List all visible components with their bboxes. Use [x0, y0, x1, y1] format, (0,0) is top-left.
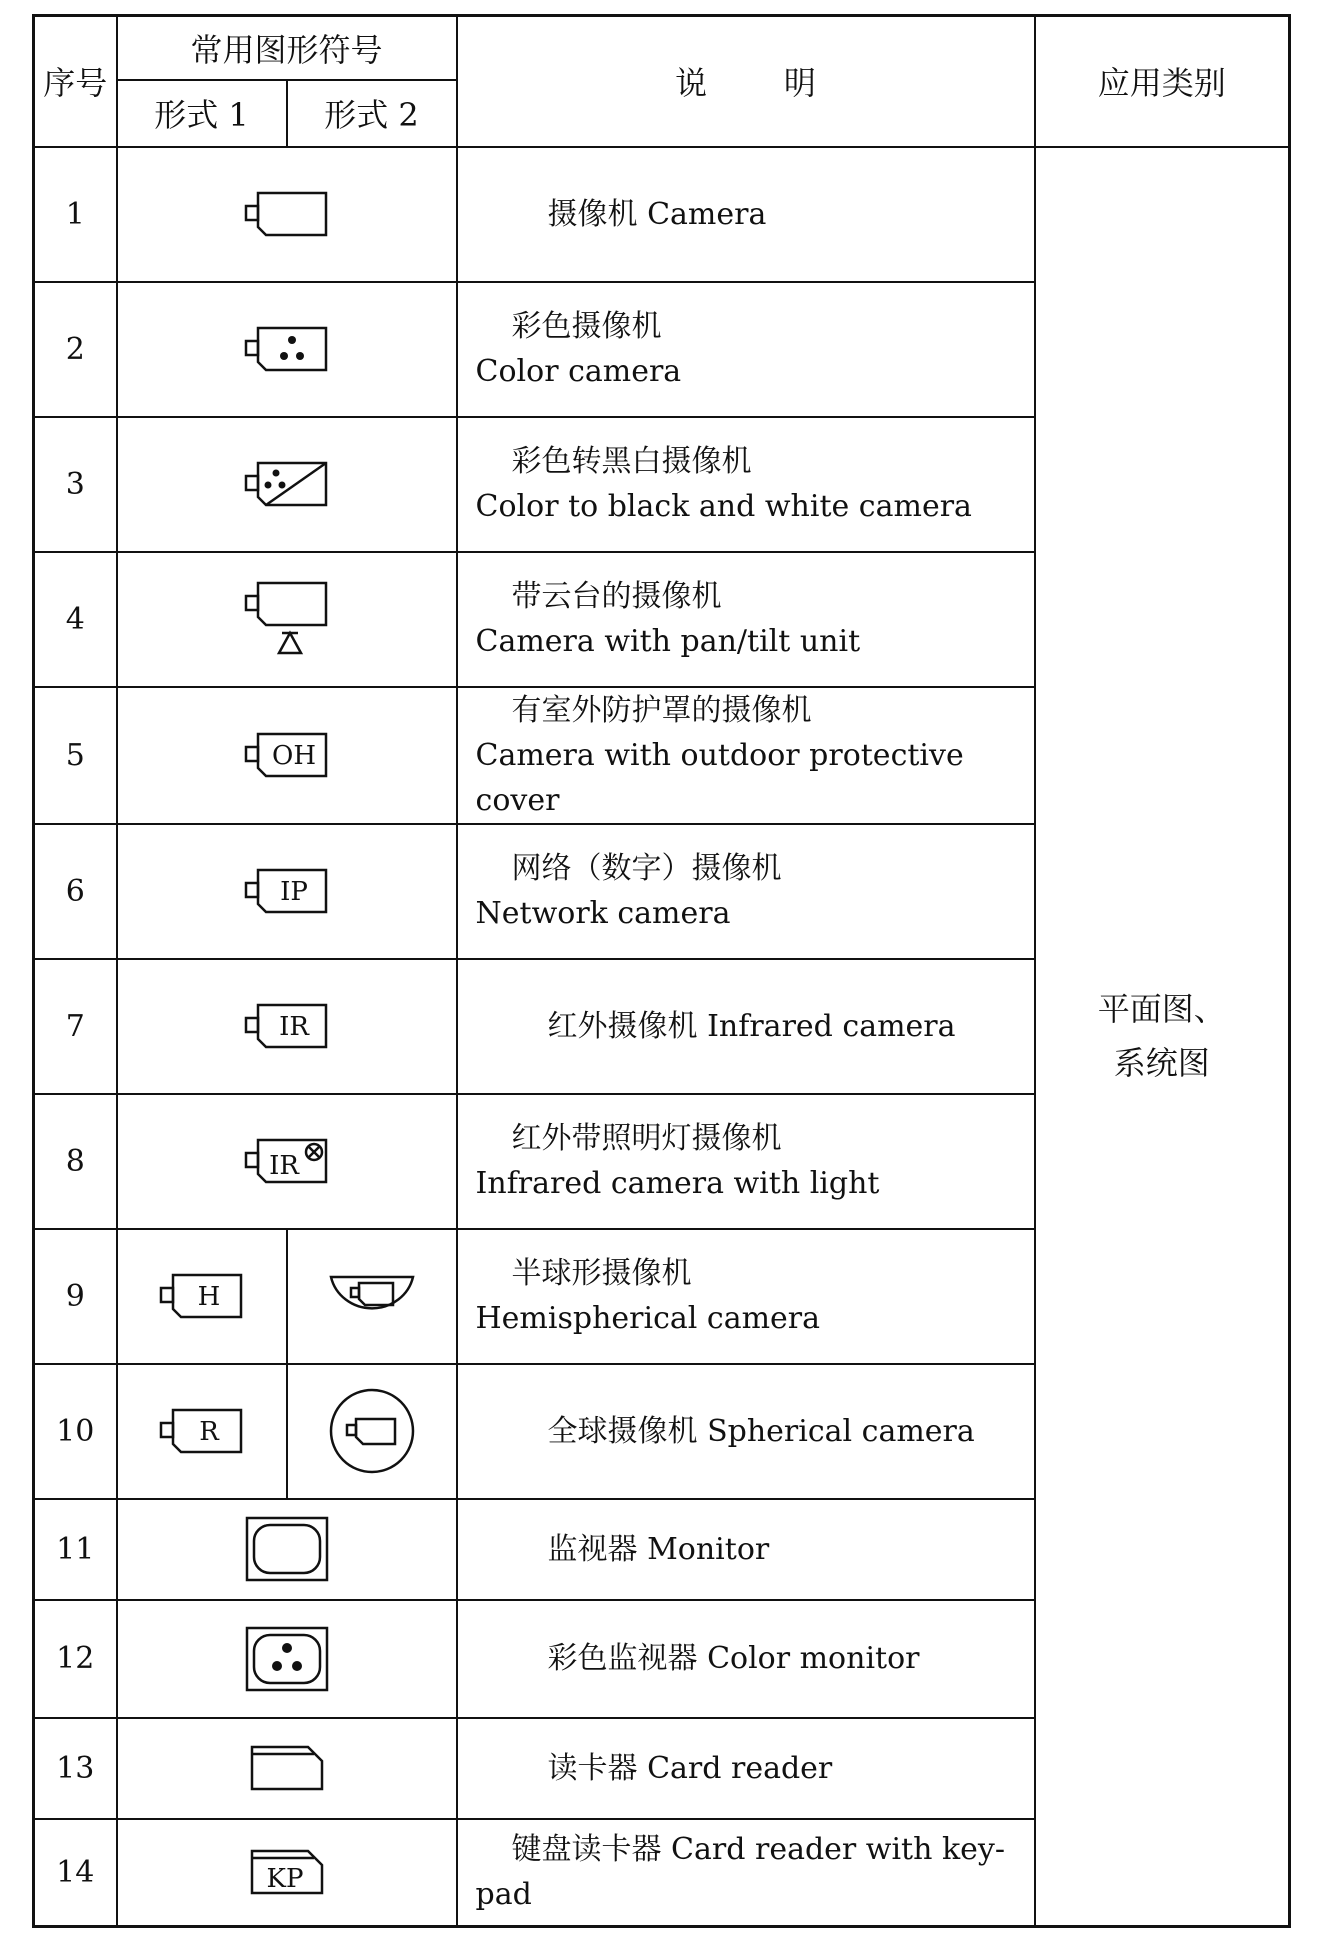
header-description-text: 说明	[675, 64, 893, 103]
symbol-cell	[117, 552, 457, 687]
color-monitor-symbol-icon	[245, 1626, 329, 1692]
description-en: Camera with outdoor protective cover	[475, 737, 964, 818]
description-cn: 半球形摄像机	[511, 1256, 692, 1291]
infrared-camera-symbol-icon	[242, 1001, 332, 1051]
symbol-cell	[117, 282, 457, 417]
description-cn: 监视器	[547, 1531, 638, 1567]
description-en: Spherical camera	[707, 1413, 975, 1449]
header-category: 应用类别	[1035, 16, 1290, 147]
pan-tilt-camera-symbol-icon	[242, 579, 332, 659]
color-to-bw-camera-symbol-icon	[242, 459, 332, 509]
row-number: 5	[34, 687, 117, 824]
header-form2: 形式 2	[287, 80, 457, 147]
description-en: Monitor	[647, 1531, 770, 1567]
row-number: 14	[34, 1819, 117, 1927]
description	[457, 824, 1035, 959]
description-cn: 摄像机	[547, 196, 638, 232]
symbol-form2-cell	[287, 1229, 457, 1364]
description-en: Color monitor	[707, 1641, 920, 1676]
symbol-label: KP	[266, 1864, 303, 1895]
description-en: Network camera	[475, 896, 731, 931]
description-cn: 键盘读卡器 Card reader with key-	[511, 1832, 1005, 1868]
spherical-camera-form1-icon	[157, 1406, 247, 1456]
row-number: 11	[34, 1499, 117, 1600]
outdoor-camera-symbol-icon	[242, 730, 332, 780]
description-en: Card reader	[647, 1750, 833, 1786]
symbol-cell	[117, 1819, 457, 1927]
description-cn: 彩色转黑白摄像机	[511, 444, 752, 479]
header-symbols: 常用图形符号	[117, 16, 457, 80]
header-form1: 形式 1	[117, 80, 287, 147]
description-cn: 红外摄像机	[547, 1008, 698, 1044]
color-camera-symbol-icon	[242, 324, 332, 374]
description-en: Color to black and white camera	[475, 489, 972, 524]
description-cn: 网络（数字）摄像机	[511, 851, 782, 886]
row-number: 4	[34, 552, 117, 687]
description-en: Camera	[647, 196, 767, 232]
category-line-1: 平面图、	[1097, 989, 1226, 1028]
card-reader-symbol-icon	[250, 1745, 324, 1791]
symbol-label: OH	[271, 741, 316, 771]
row-number: 12	[34, 1600, 117, 1718]
symbol-label: H	[197, 1282, 220, 1312]
network-camera-symbol-icon	[242, 866, 332, 916]
hemispherical-camera-form1-icon	[157, 1271, 247, 1321]
header-description	[457, 16, 1035, 147]
description-en: pad	[475, 1877, 532, 1913]
row-number: 2	[34, 282, 117, 417]
symbol-cell	[117, 687, 457, 824]
symbol-form1-cell	[117, 1229, 287, 1364]
symbol-cell	[117, 1499, 457, 1600]
header-seq: 序号	[34, 16, 117, 147]
category-line-2: 系统图	[1113, 1044, 1210, 1083]
description-en: Color camera	[475, 354, 682, 389]
application-category	[1035, 147, 1290, 1927]
description-cn: 红外带照明灯摄像机	[511, 1121, 782, 1156]
description	[457, 1364, 1035, 1499]
description-cn: 全球摄像机	[547, 1413, 698, 1449]
description	[457, 1229, 1035, 1364]
description-en: Camera with pan/tilt unit	[475, 624, 861, 659]
symbol-cell	[117, 1600, 457, 1718]
symbol-table	[32, 14, 1291, 1928]
symbol-cell	[117, 417, 457, 552]
row-number: 6	[34, 824, 117, 959]
description	[457, 1718, 1035, 1819]
row-number: 7	[34, 959, 117, 1094]
description-cn: 有室外防护罩的摄像机	[511, 692, 812, 728]
row-number: 9	[34, 1229, 117, 1364]
description	[457, 417, 1035, 552]
description	[457, 147, 1035, 282]
description-cn: 彩色摄像机	[511, 309, 662, 344]
symbol-label: IP	[279, 877, 308, 907]
description	[457, 1819, 1035, 1927]
row-number: 1	[34, 147, 117, 282]
row-number: 13	[34, 1718, 117, 1819]
camera-symbol-icon	[242, 189, 332, 239]
row-number: 10	[34, 1364, 117, 1499]
symbol-label: R	[198, 1417, 219, 1447]
row-number: 3	[34, 417, 117, 552]
symbol-label: IR	[278, 1012, 309, 1042]
description	[457, 1094, 1035, 1229]
description-en: Hemispherical camera	[475, 1301, 821, 1336]
description	[457, 552, 1035, 687]
description-cn: 带云台的摄像机	[511, 579, 722, 614]
symbol-label: IR	[268, 1151, 299, 1181]
spherical-camera-form2-icon	[327, 1386, 417, 1476]
symbol-cell	[117, 959, 457, 1094]
description	[457, 687, 1035, 824]
description-cn: 彩色监视器	[547, 1641, 698, 1676]
symbol-form1-cell	[117, 1364, 287, 1499]
symbol-cell	[117, 824, 457, 959]
hemispherical-camera-form2-icon	[327, 1271, 417, 1321]
description-en: Infrared camera	[707, 1008, 956, 1044]
symbol-cell	[117, 1094, 457, 1229]
row-number: 8	[34, 1094, 117, 1229]
description	[457, 282, 1035, 417]
description	[457, 959, 1035, 1094]
monitor-symbol-icon	[245, 1516, 329, 1582]
infrared-light-camera-symbol-icon	[242, 1136, 332, 1186]
description	[457, 1600, 1035, 1718]
symbol-form2-cell	[287, 1364, 457, 1499]
keypad-card-reader-symbol-icon	[250, 1849, 324, 1895]
description-en: Infrared camera with light	[475, 1166, 880, 1201]
description	[457, 1499, 1035, 1600]
symbol-cell	[117, 147, 457, 282]
table-row	[34, 147, 1290, 282]
description-cn: 读卡器	[547, 1750, 638, 1786]
symbol-cell	[117, 1718, 457, 1819]
